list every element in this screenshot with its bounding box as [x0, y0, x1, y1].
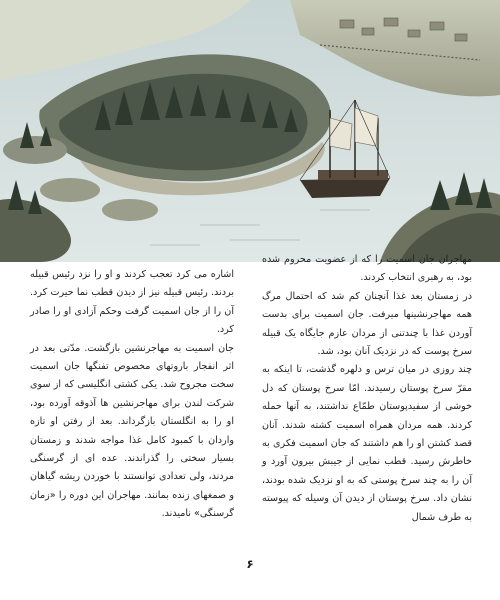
colonial-settlement-illustration: [0, 0, 500, 262]
paragraph: چند روزی در میان ترس و دلهره گذشت، تا اینکه به مقرّ سرخ پوستان رسیدند. امّا سرخ پوستان که دل خوشی از سفیدپوستان طمّاع نداشتند، به آنها حمله کردند. همه مردان همراه اسمیت کشته شدند. آنان قصد کشتن او را هم داشتند که جان اسمیت فکری به خاطرش رسید. قطب نمایی از جیبش بیرون آورد و آن را به چند سرخ پوستی که به او نزدیک شده بودند، نشان داد. سرخ پوستان از دیدن آن وسیله که پیوسته به طرف شمال: [262, 364, 472, 523]
paragraph: مهاجران جان اسمیت را که از عضویت محروم شده بود، به رهبری انتخاب کردند.: [262, 254, 472, 284]
page-number: ۶: [246, 557, 254, 571]
text-column-left: [30, 266, 234, 524]
text-column-right: [262, 251, 472, 527]
paragraph: جان اسمیت به مهاجرنشین بازگشت. مدّتی بعد در اثر انفجار باروتهای مخصوص تفنگها جان اسمیت سخت مجروح شد. یکی کشتی انگلیسی که از سوی شرکت لندن برای مهاجرنشین ها آذوقه آورده بود، او را به انگلستان بازگرداند. بعد از رفتن او تازه واردان با کمبود کامل غذا مواجه شدند و زمستان بسیار سختی را گذراندند. عده ای از گرسنگی مردند، ولی تعدادی توانستند با خوردن ریشه گیاهان و صمغهای زنده بمانند. مهاجران این دوره را «زمان گرسنگی» نامیدند.: [30, 342, 234, 520]
paragraph: اشاره می کرد تعجب کردند و او را نزد رئیس قبیله بردند. رئیس قبیله نیز از دیدن قطب نما حیرت کرد. آن را از جان اسمیت گرفت وحکم آزادی او را صادر کرد.: [30, 269, 234, 336]
paragraph: در زمستان بعد غذا آنچنان کم شد که احتمال مرگ همه مهاجرنشینها میرفت. جان اسمیت برای بدست آوردن غذا با چندتنی از مردان عازم جایگاه یک قبیله سرخ پوست که در نزدیک آنان بود، شد.: [262, 290, 472, 358]
